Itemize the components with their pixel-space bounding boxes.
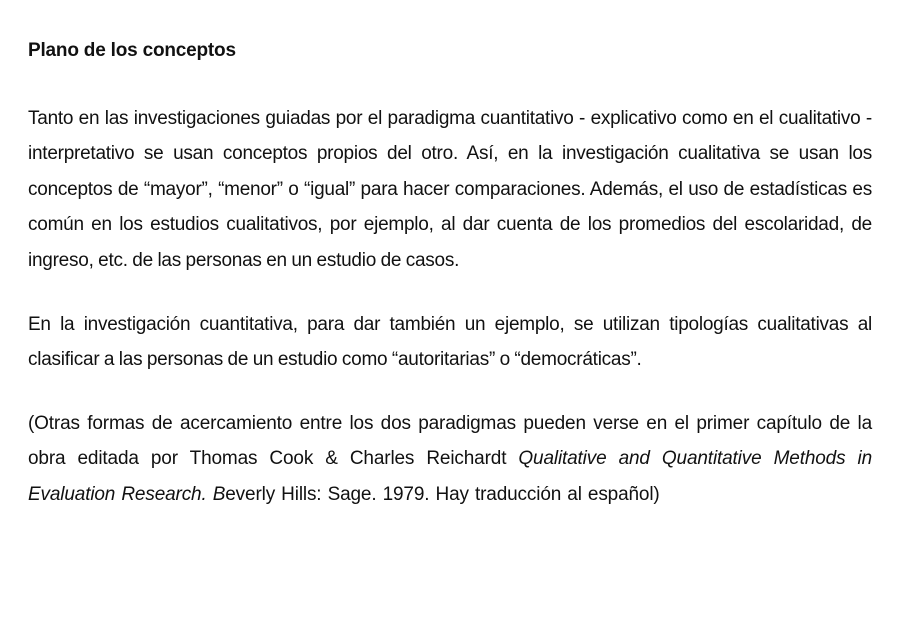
section-heading: Plano de los conceptos: [28, 40, 236, 61]
paragraph-tipologias-cualitativas: En la investigación cuantitativa, para dar también un ejemplo, se utilizan tipologías cualitativas al clasificar a las personas de un estudio como “autoritarias” o “democráticas”.: [28, 314, 872, 371]
paragraph-otras-formas-text: (Otras formas de acercamiento entre los dos paradigmas pueden verse en el primer capítulo de la obra editada por Thomas Cook & Charles Reichardt: [28, 412, 872, 470]
document-page: [28, 36, 872, 512]
book-title: Qualitative and Quantitative Methods in Evaluation Research. B: [28, 448, 872, 505]
paragraph-conceptos-propios: Tanto en las investigaciones guiadas por el paradigma cuantitativo - explicativo como en el cualitativo - interpretativo se usan conceptos propios del otro. Así, en la investigación cualitativa se usan los conceptos de “mayor”, “menor” o “igual” para hacer comparaciones. Además, el uso de estadísticas es común en los estudios cualitativos, por ejemplo, al dar cuenta de los promedios del escolaridad, de ingreso, etc. de las personas en un estudio de casos.: [28, 108, 872, 271]
paragraph-otras-formas: [28, 406, 872, 512]
paragraph-otras-formas-tail: everly Hills: Sage. 1979. Hay traducción al español): [225, 483, 660, 505]
